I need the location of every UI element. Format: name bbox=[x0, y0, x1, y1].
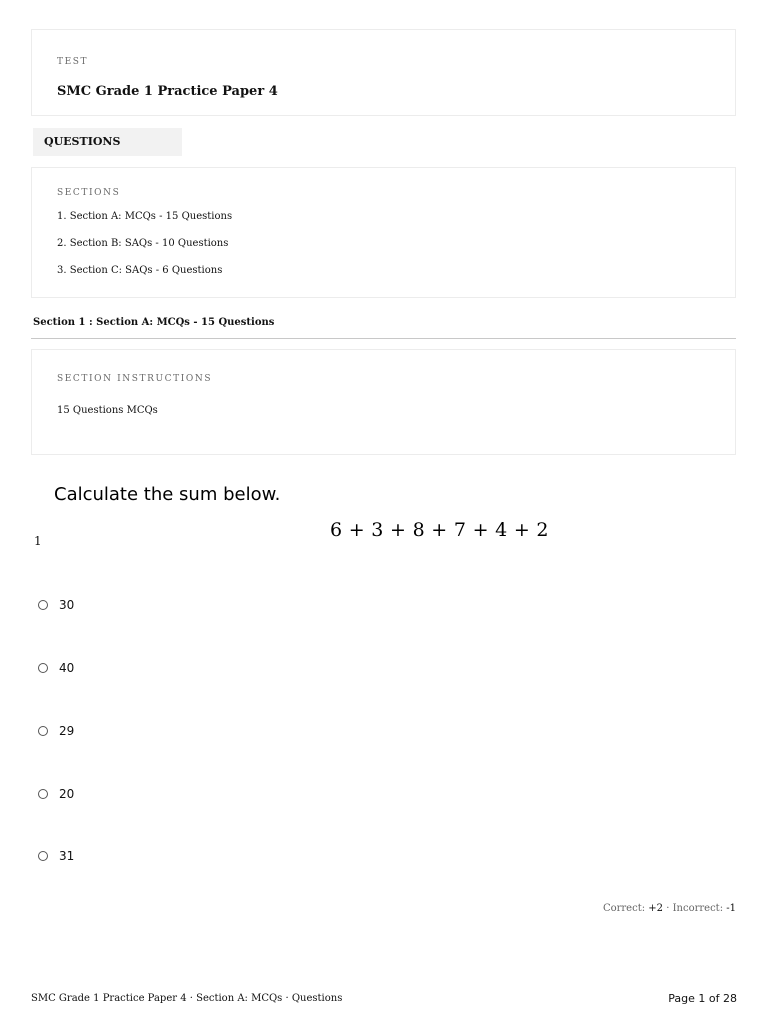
marking-separator: · bbox=[666, 903, 670, 914]
section-divider bbox=[31, 338, 736, 339]
radio-button[interactable] bbox=[38, 851, 48, 861]
option-label: 31 bbox=[59, 849, 75, 863]
option-label: 40 bbox=[59, 661, 75, 675]
section-instructions-card bbox=[31, 349, 736, 455]
sections-card bbox=[31, 167, 736, 298]
instructions-body: 15 Questions MCQs bbox=[57, 405, 158, 416]
option-2[interactable] bbox=[38, 659, 74, 677]
radio-button[interactable] bbox=[38, 726, 48, 736]
incorrect-label: Incorrect: bbox=[672, 903, 724, 914]
incorrect-value: -1 bbox=[726, 903, 736, 914]
option-label: 30 bbox=[59, 598, 75, 612]
correct-value: +2 bbox=[648, 903, 664, 914]
page-number: Page 1 of 28 bbox=[668, 992, 737, 1005]
test-card bbox=[31, 29, 736, 116]
question-expression: 6 + 3 + 8 + 7 + 4 + 2 bbox=[330, 519, 549, 541]
tab-questions[interactable]: QUESTIONS bbox=[33, 128, 182, 156]
option-1[interactable] bbox=[38, 596, 74, 614]
section-item-c: 3. Section C: SAQs - 6 Questions bbox=[57, 265, 223, 276]
section-item-a: 1. Section A: MCQs - 15 Questions bbox=[57, 211, 233, 222]
test-eyebrow: TEST bbox=[57, 57, 89, 67]
test-title: SMC Grade 1 Practice Paper 4 bbox=[57, 84, 278, 99]
option-3[interactable] bbox=[38, 722, 74, 740]
footer-title: SMC Grade 1 Practice Paper 4 · Section A: MCQs · Questions bbox=[31, 993, 343, 1004]
question-prompt: Calculate the sum below. bbox=[54, 484, 281, 505]
radio-button[interactable] bbox=[38, 600, 48, 610]
instructions-eyebrow: SECTION INSTRUCTIONS bbox=[57, 374, 213, 384]
option-label: 29 bbox=[59, 724, 75, 738]
option-label: 20 bbox=[59, 787, 75, 801]
correct-label: Correct: bbox=[602, 903, 646, 914]
question-number: 1 bbox=[34, 534, 42, 548]
radio-button[interactable] bbox=[38, 789, 48, 799]
marking-scheme bbox=[603, 903, 736, 914]
section-item-b: 2. Section B: SAQs - 10 Questions bbox=[57, 238, 229, 249]
radio-button[interactable] bbox=[38, 663, 48, 673]
option-4[interactable] bbox=[38, 785, 74, 803]
sections-eyebrow: SECTIONS bbox=[57, 188, 121, 198]
section-heading: Section 1 : Section A: MCQs - 15 Questions bbox=[33, 317, 275, 328]
sections-list bbox=[57, 210, 232, 291]
option-5[interactable] bbox=[38, 847, 74, 865]
